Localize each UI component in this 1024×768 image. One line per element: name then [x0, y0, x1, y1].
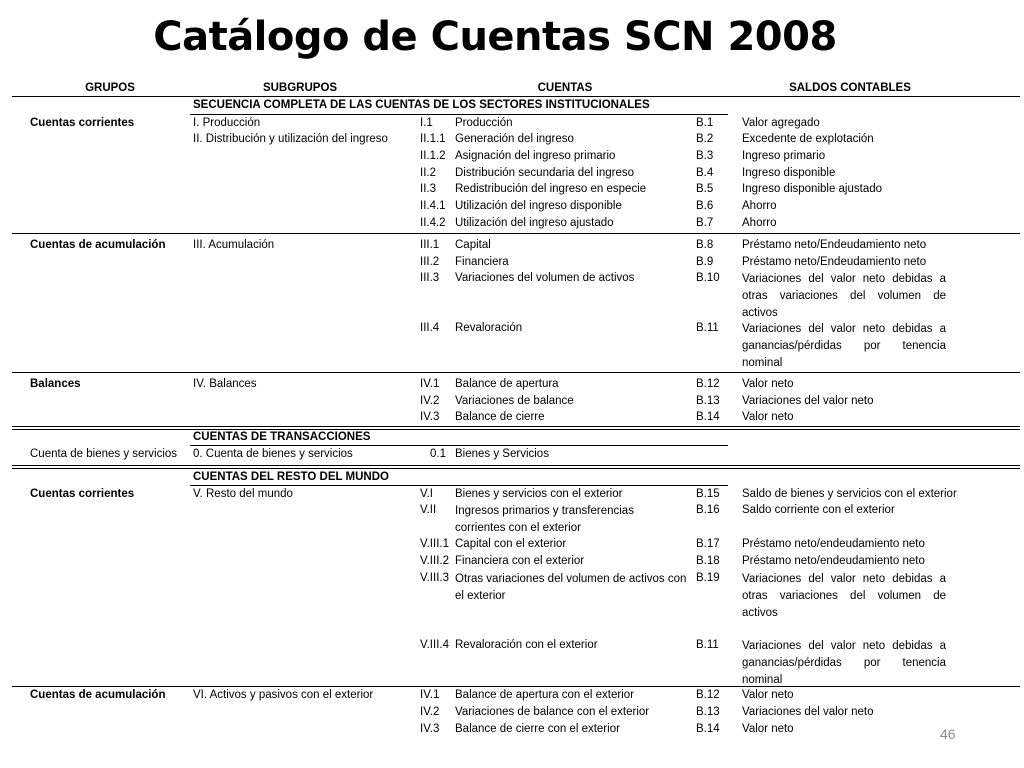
account-code: IV.1 — [420, 689, 440, 701]
account-code: I.1 — [420, 117, 433, 129]
account-name: Balance de apertura con el exterior — [455, 689, 634, 701]
account-code: II.3 — [420, 183, 436, 195]
header-subgrupos: SUBGRUPOS — [262, 82, 338, 94]
page-number: 46 — [940, 726, 956, 742]
balance-name: Variaciones del valor neto debidas a otras variaciones del volumen de activos — [742, 273, 946, 319]
account-name: Balance de apertura — [455, 378, 559, 390]
subgroup-label: II. Distribución y utilización del ingreso — [193, 133, 388, 145]
account-name: Variaciones del volumen de activos — [455, 272, 635, 284]
section-rule — [190, 114, 728, 115]
account-code: IV.3 — [420, 723, 440, 735]
balance-name: Valor neto — [742, 411, 794, 423]
balance-name: Ingreso disponible — [742, 167, 836, 179]
account-code: II.1.1 — [420, 133, 446, 145]
section-rule — [12, 426, 1020, 430]
header-rule — [12, 96, 1020, 97]
account-code: II.4.2 — [420, 217, 446, 229]
account-code: V.III.3 — [420, 572, 449, 584]
balance-name: Ingreso disponible ajustado — [742, 183, 883, 195]
balance-name: Valor neto — [742, 723, 794, 735]
account-name: Utilización del ingreso ajustado — [455, 217, 614, 229]
balance-name: Excedente de explotación — [742, 133, 874, 145]
balance-name: Variaciones del valor neto debidas a ganancias/pérdidas por tenencia nominal — [742, 323, 946, 369]
account-code: V.III.2 — [420, 555, 449, 567]
account-name: Ingresos primarios y transferencias corrientes con el exterior — [455, 505, 634, 534]
group-rule — [12, 233, 1020, 234]
account-name: Capital con el exterior — [455, 538, 567, 550]
account-code: IV.2 — [420, 395, 440, 407]
account-code: IV.3 — [420, 411, 440, 423]
header-grupos: GRUPOS — [85, 82, 135, 94]
balance-code: B.1 — [696, 117, 714, 129]
balance-code: B.7 — [696, 217, 714, 229]
section-heading: CUENTAS DEL RESTO DEL MUNDO — [193, 471, 389, 483]
account-name: Utilización del ingreso disponible — [455, 200, 622, 212]
account-name: Financiera con el exterior — [455, 555, 585, 567]
subgroup-label: IV. Balances — [193, 378, 257, 390]
account-name: Revaloración con el exterior — [455, 639, 598, 651]
balance-code: B.11 — [696, 322, 719, 334]
balance-name: Ingreso primario — [742, 150, 826, 162]
account-name: Balance de cierre — [455, 411, 545, 423]
account-name: Variaciones de balance — [455, 395, 574, 407]
balance-code: B.14 — [696, 411, 720, 423]
balance-name: Valor agregado — [742, 117, 820, 129]
balance-code: B.18 — [696, 555, 720, 567]
balance-name: Préstamo neto/Endeudamiento neto — [742, 239, 927, 251]
account-name: Capital — [455, 239, 491, 251]
section-heading: CUENTAS DE TRANSACCIONES — [193, 431, 371, 443]
balance-code: B.17 — [696, 538, 720, 550]
group-label: Cuentas de acumulación — [30, 239, 166, 251]
account-code: IV.1 — [420, 378, 440, 390]
balance-code: B.16 — [696, 504, 720, 516]
section-heading: SECUENCIA COMPLETA DE LAS CUENTAS DE LOS SECTORES INSTITUCIONALES — [193, 99, 650, 111]
balance-code: B.4 — [696, 167, 714, 179]
balance-code: B.3 — [696, 150, 714, 162]
group-label: Cuentas de acumulación — [30, 689, 166, 701]
page-title: Catálogo de Cuentas SCN 2008 — [153, 14, 837, 60]
balance-name: Préstamo neto/endeudamiento neto — [742, 538, 925, 550]
section-rule — [12, 465, 1020, 469]
balance-name: Variaciones del valor neto debidas a otras variaciones del volumen de activos — [742, 573, 946, 619]
balance-code: B.14 — [696, 723, 720, 735]
balance-code: B.6 — [696, 200, 714, 212]
group-rule — [12, 686, 1020, 687]
balance-code: B.19 — [696, 572, 720, 584]
section-rule — [190, 445, 728, 446]
header-saldos-contables: SALDOS CONTABLES — [789, 82, 911, 94]
header-cuentas: CUENTAS — [537, 82, 593, 94]
account-name: Asignación del ingreso primario — [455, 150, 616, 162]
account-name: Otras variaciones del volumen de activos con el exterior — [455, 573, 687, 602]
account-name: Distribución secundaria del ingreso — [455, 167, 634, 179]
balance-name: Saldo de bienes y servicios con el exterior — [742, 488, 957, 500]
account-code: II.1.2 — [420, 150, 446, 162]
account-name: Generación del ingreso — [455, 133, 574, 145]
group-rule — [12, 372, 1020, 373]
balance-name: Valor neto — [742, 689, 794, 701]
account-code: V.II — [420, 504, 437, 516]
account-name: Bienes y Servicios — [455, 448, 549, 460]
account-code: V.III.4 — [420, 639, 449, 651]
balance-name: Préstamo neto/endeudamiento neto — [742, 555, 925, 567]
group-label: Balances — [30, 378, 81, 390]
account-code: III.4 — [420, 322, 440, 334]
group-label: Cuentas corrientes — [30, 117, 135, 129]
account-code: 0.1 — [430, 448, 446, 460]
section-rule — [190, 485, 728, 486]
balance-name: Ahorro — [742, 200, 777, 212]
account-name: Variaciones de balance con el exterior — [455, 706, 650, 718]
account-code: V.I — [420, 488, 434, 500]
account-code: III.1 — [420, 239, 440, 251]
account-code: IV.2 — [420, 706, 440, 718]
balance-code: B.10 — [696, 272, 720, 284]
account-name: Producción — [455, 117, 513, 129]
balance-name: Variaciones del valor neto — [742, 395, 874, 407]
balance-code: B.8 — [696, 239, 714, 251]
balance-code: B.5 — [696, 183, 714, 195]
group-label: Cuentas corrientes — [30, 488, 135, 500]
balance-name: Variaciones del valor neto — [742, 706, 874, 718]
account-name: Redistribución del ingreso en especie — [455, 183, 647, 195]
balance-code: B.12 — [696, 689, 720, 701]
balance-name: Ahorro — [742, 217, 777, 229]
balance-code: B.2 — [696, 133, 714, 145]
balance-name: Saldo corriente con el exterior — [742, 504, 895, 516]
subgroup-label: III. Acumulación — [193, 239, 275, 251]
account-code: II.2 — [420, 167, 436, 179]
balance-code: B.15 — [696, 488, 720, 500]
account-name: Revaloración — [455, 322, 523, 334]
balance-name: Valor neto — [742, 378, 794, 390]
balance-code: B.13 — [696, 395, 720, 407]
balance-code: B.11 — [696, 639, 719, 651]
subgroup-label: VI. Activos y pasivos con el exterior — [193, 689, 374, 701]
balance-code: B.12 — [696, 378, 720, 390]
subgroup-label: I. Producción — [193, 117, 261, 129]
account-code: II.4.1 — [420, 200, 446, 212]
account-name: Balance de cierre con el exterior — [455, 723, 620, 735]
account-code: III.2 — [420, 256, 440, 268]
group-label: Cuenta de bienes y servicios — [30, 448, 178, 460]
balance-name: Variaciones del valor neto debidas a ganancias/pérdidas por tenencia nominal — [742, 640, 946, 686]
balance-name: Préstamo neto/Endeudamiento neto — [742, 256, 927, 268]
subgroup-label: 0. Cuenta de bienes y servicios — [193, 448, 353, 460]
account-name: Bienes y servicios con el exterior — [455, 488, 623, 500]
account-code: V.III.1 — [420, 538, 449, 550]
account-name: Financiera — [455, 256, 509, 268]
subgroup-label: V. Resto del mundo — [193, 488, 293, 500]
account-code: III.3 — [420, 272, 440, 284]
balance-code: B.9 — [696, 256, 714, 268]
balance-code: B.13 — [696, 706, 720, 718]
